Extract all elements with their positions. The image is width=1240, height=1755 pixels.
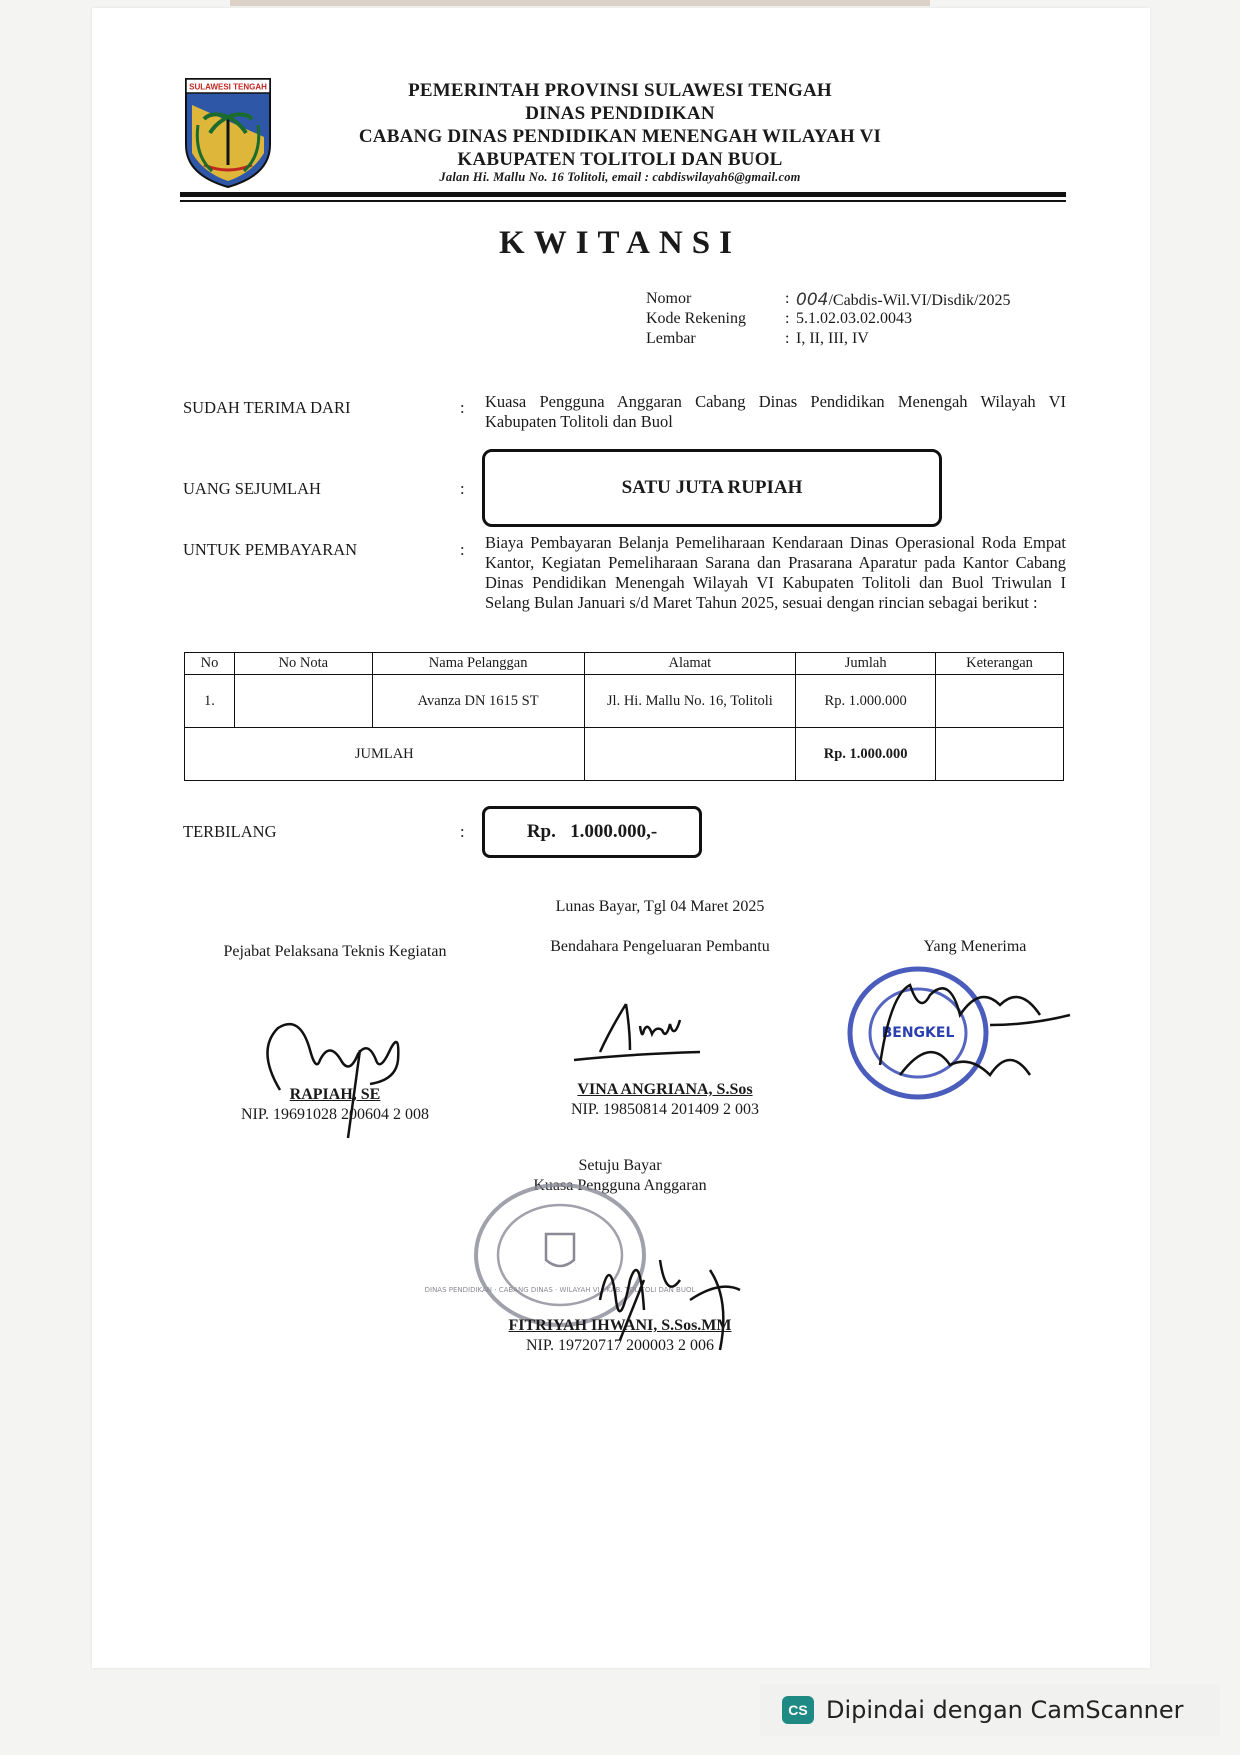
meta-lembar-label: Lembar [646,330,696,347]
terbilang-value: Rp. 1.000.000,- [526,821,658,842]
total-label: JUMLAH [185,728,585,781]
approval-line1: Setuju Bayar [578,1157,662,1174]
logo-text: SULAWESI TENGAH [189,82,267,92]
header-regency: KABUPATEN TOLITOLI DAN BUOL [457,149,783,170]
header-rule-thick [180,192,1066,197]
middle-signer-role: Bendahara Pengeluaran Pembantu [550,938,770,955]
purpose-label: UNTUK PEMBAYARAN [183,540,358,559]
right-signer-role: Yang Menerima [923,938,1027,955]
scan-top-edge [230,0,930,6]
received-from-label: SUDAH TERIMA DARI [183,398,351,417]
received-from-value: Kuasa Pengguna Anggaran Cabang Dinas Pendidikan Menengah Wilayah VI Kabupaten Tolitoli dan Buol [485,392,1066,431]
col-keterangan: Keterangan [936,653,1064,675]
cell-alamat: Jl. Hi. Mallu No. 16, Tolitoli [584,675,796,728]
terbilang-label: TERBILANG [183,822,277,841]
camscanner-icon: CS [782,1696,814,1724]
col-jumlah: Jumlah [796,653,936,675]
left-signer-role: Pejabat Pelaksana Teknis Kegiatan [223,943,447,960]
header-address: Jalan Hi. Mallu No. 16 Tolitoli, email : cabdiswilayah6@gmail.com [439,170,801,184]
total-empty [584,728,796,781]
province-logo [182,75,274,189]
handwritten-number: 004 [796,290,829,310]
left-signer-nip: NIP. 19691028 200604 2 008 [240,1106,429,1123]
middle-signer-nip: NIP. 19850814 201409 2 003 [570,1101,759,1118]
table-total-row [185,728,1064,781]
meta-nomor-value [796,290,1010,310]
approval-nip: NIP. 19720717 200003 2 006 [525,1337,714,1354]
col-no: No [185,653,235,675]
paid-note: Lunas Bayar, Tgl 04 Maret 2025 [555,898,765,915]
amount-label: UANG SEJUMLAH [183,479,321,498]
middle-signer-name: VINA ANGRIANA, S.Sos [577,1081,753,1098]
items-table [184,652,1064,781]
receiver-stamp [840,955,1080,1115]
approval-line2: Kuasa Pengguna Anggaran [533,1177,707,1194]
meta-nomor-suffix: /Cabdis-Wil.VI/Disdik/2025 [828,292,1011,309]
col-nama-pelanggan: Nama Pelanggan [372,653,584,675]
office-stamp-text: DINAS PENDIDIKAN · CABANG DINAS · WILAYAH VI · KAB. TOLITOLI DAN BUOL [424,1286,696,1294]
col-no-nota: No Nota [234,653,372,675]
receiver-stamp-text: BENGKEL [881,1025,955,1041]
left-signer-name: RAPIAH, SE [289,1086,381,1103]
camscanner-watermark [760,1684,1220,1736]
field-colon: : [460,398,465,417]
field-colon: : [460,479,465,498]
table-header-row [185,653,1064,675]
meta-kode-value: 5.1.02.03.02.0043 [796,310,912,327]
amount-words: SATU JUTA RUPIAH [621,477,803,498]
approval-signature [580,1240,760,1390]
header-branch: CABANG DINAS PENDIDIKAN MENENGAH WILAYAH VI [358,126,882,147]
header-rule-thin [180,200,1066,202]
camscanner-text: Dipindai dengan CamScanner [826,1696,1184,1724]
meta-lembar-value: I, II, III, IV [796,330,869,347]
document-title: KWITANSI [499,225,741,261]
approval-name: FITRIYAH IHWANI, S.Sos.MM [508,1317,732,1334]
meta-colon: : [785,330,790,347]
table-row [185,675,1064,728]
cell-no: 1. [185,675,235,728]
total-keterangan [936,728,1064,781]
middle-signature [570,1000,730,1080]
meta-kode-label: Kode Rekening [646,310,746,327]
meta-colon: : [785,290,790,307]
header-government: PEMERINTAH PROVINSI SULAWESI TENGAH [408,80,832,101]
field-colon: : [460,822,465,841]
cell-nama-pelanggan: Avanza DN 1615 ST [372,675,584,728]
field-colon: : [460,540,465,559]
header-agency: DINAS PENDIDIKAN [525,103,715,124]
total-value: Rp. 1.000.000 [796,728,936,781]
amount-words-box [482,449,942,527]
cell-jumlah: Rp. 1.000.000 [796,675,936,728]
cell-keterangan [936,675,1064,728]
cell-no-nota [234,675,372,728]
terbilang-box [482,806,702,858]
col-alamat: Alamat [584,653,796,675]
purpose-value: Biaya Pembayaran Belanja Pemeliharaan Kendaraan Dinas Operasional Roda Empat Kantor, Kegiatan Pemeliharaan Sarana dan Prasarana Aparatur pada Kantor Cabang Dinas Pendidikan Menengah Wilayah VI Kabupaten Tolitoli dan Buol Triwulan I Selang Bulan Januari s/d Maret Tahun 2025, sesuai dengan rincian sebagai berikut : [485,533,1066,612]
meta-nomor-label: Nomor [646,290,692,307]
meta-colon: : [785,310,790,327]
